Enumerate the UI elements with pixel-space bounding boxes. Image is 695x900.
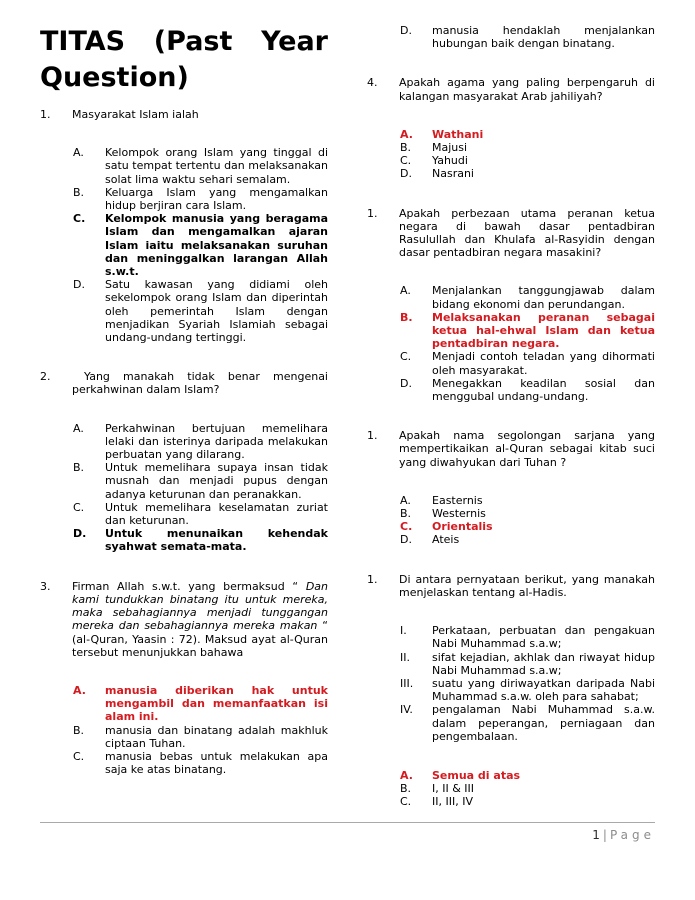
option-row	[73, 684, 328, 724]
option-row	[73, 186, 328, 212]
option-row	[73, 750, 328, 776]
option-row	[400, 284, 655, 310]
option-row	[73, 527, 328, 553]
option-letter: A.	[400, 768, 413, 782]
two-column-layout	[40, 24, 655, 809]
option-letter: B.	[73, 461, 85, 475]
option-list	[400, 284, 655, 403]
question-number: 1.	[367, 429, 378, 443]
option-letter: D.	[400, 167, 412, 181]
question-text	[399, 573, 655, 599]
option-letter: A.	[73, 146, 84, 160]
option-row	[400, 795, 655, 808]
question-text	[399, 76, 655, 102]
option-text: Kelompok orang Islam yang tinggal di satu tempat tertentu dan melaksanakan solat lima waktu sehari semalam.	[105, 146, 328, 186]
footer-separator: |	[602, 828, 607, 842]
option-text: Orientalis	[432, 520, 493, 534]
option-text: II, III, IV	[432, 795, 473, 809]
option-letter: C.	[400, 520, 413, 534]
option-row	[73, 501, 328, 527]
question-text-segment: Apakah agama yang paling berpengaruh di kalangan masyarakat Arab jahiliyah?	[399, 76, 655, 103]
document-title	[40, 24, 328, 96]
option-letter: III.	[400, 676, 414, 690]
question-text	[72, 370, 328, 396]
option-letter: D.	[73, 527, 87, 541]
statement-row	[400, 677, 655, 703]
option-row	[73, 146, 328, 186]
question-number: 4.	[367, 76, 378, 90]
option-row	[400, 377, 655, 403]
option-text: Menegakkan keadilan sosial dan menggubal undang-undang.	[432, 376, 655, 404]
option-text: Melaksanakan peranan sebagai ketua hal-ehwal Islam dan ketua pentadbiran negara.	[432, 310, 655, 351]
option-row	[400, 154, 655, 167]
document-title-line: Question)	[40, 62, 189, 93]
option-letter: C.	[400, 350, 412, 364]
option-text: pengalaman Nabi Muhammad s.a.w. dalam peperangan, perniagaan dan pengembalaan.	[432, 703, 655, 743]
option-letter: C.	[73, 749, 85, 763]
option-text: Majusi	[432, 141, 468, 155]
statement-row	[400, 651, 655, 677]
option-text: Wathani	[432, 127, 484, 141]
question-text-segment: Apakah nama segolongan sarjana yang mempertikaikan al-Quran sebagai kitab suci yang diwahyukan dari Tuhan ?	[399, 429, 655, 469]
option-letter: D.	[400, 533, 412, 547]
option-letter: A.	[400, 284, 411, 298]
question-text	[399, 429, 655, 469]
option-text: Satu kawasan yang didiami oleh sekelompok orang Islam dan diperintah oleh pemerintah Islam dengan menjadikan Syariah Islamiah sebagai undang-undang tertinggi.	[105, 278, 328, 345]
option-letter: A.	[400, 127, 413, 141]
option-letter: IV.	[400, 703, 413, 717]
option-text: Kelompok manusia yang beragama Islam dan mengamalkan ajaran Islam iaitu melaksanakan suruhan dan meninggalkan larangan Allah s.w.t.	[105, 212, 328, 279]
option-letter: B.	[400, 782, 412, 796]
question	[40, 580, 328, 659]
option-letter: II.	[400, 650, 410, 664]
question-number: 1.	[367, 572, 378, 586]
option-row	[400, 520, 655, 533]
option-letter: B.	[73, 723, 85, 737]
question-text-segment: “ (al-Quran, Yaasin : 72). Maksud ayat al-Quran tersebut menunjukkan bahawa	[72, 619, 328, 659]
option-letter: B.	[400, 141, 412, 155]
option-row	[400, 507, 655, 520]
option-letter: D.	[400, 24, 412, 37]
question-number: 1.	[367, 206, 378, 220]
option-text: Untuk memelihara supaya insan tidak musnah dan menjadi pupus dengan adanya keturunan dan peranakkan.	[105, 461, 328, 501]
option-row	[400, 494, 655, 507]
option-text: Untuk memelihara keselamatan zuriat dan keturunan.	[105, 500, 328, 528]
option-text: manusia hendaklah menjalankan hubungan baik dengan binatang.	[432, 24, 655, 51]
option-letter: C.	[400, 154, 412, 168]
option-text: Perkahwinan bertujuan memelihara lelaki dan isterinya daripada melakukan perbuatan yang dilarang.	[105, 421, 328, 462]
statement-list	[400, 624, 655, 743]
option-text: Perkataan, perbuatan dan pengakuan Nabi Muhammad s.a.w;	[432, 624, 655, 651]
option-letter: A.	[73, 421, 84, 435]
question-text	[72, 108, 328, 121]
option-row	[400, 769, 655, 782]
option-row	[400, 24, 655, 50]
question	[40, 108, 328, 121]
option-list	[73, 684, 328, 776]
question-number: 2.	[40, 370, 51, 384]
option-letter: D.	[73, 278, 85, 292]
option-text: Nasrani	[432, 167, 474, 181]
option-row	[73, 212, 328, 278]
option-row	[400, 350, 655, 376]
option-row	[400, 311, 655, 351]
option-text: manusia bebas untuk melakukan apa saja ke atas binatang.	[105, 749, 328, 777]
option-list	[400, 24, 655, 50]
question-text	[72, 580, 328, 659]
option-text: suatu yang diriwayatkan daripada Nabi Muhammad s.a.w. oleh para sahabat;	[432, 676, 655, 704]
question-text-segment: Yang manakah tidak benar mengenai perkahwinan dalam Islam?	[72, 370, 328, 397]
question-text-segment: Masyarakat Islam ialah	[72, 108, 199, 121]
question	[367, 429, 655, 469]
question-text-segment: Apakah perbezaan utama peranan ketua negara di bawah dasar pentadbiran Rasulullah dan Khulafa al-Rasyidin dengan dasar pentadbiran negara masakini?	[399, 206, 655, 260]
column-right	[367, 24, 655, 809]
option-row	[73, 278, 328, 344]
question-text	[399, 207, 655, 260]
column-left	[40, 24, 328, 809]
option-row	[73, 422, 328, 462]
option-text: Menjalankan tanggungjawab dalam bidang ekonomi dan perundangan.	[432, 284, 655, 311]
option-row	[400, 167, 655, 180]
option-letter: B.	[400, 507, 412, 521]
option-text: Yahudi	[432, 154, 468, 168]
option-row	[73, 724, 328, 750]
option-letter: C.	[73, 500, 85, 514]
option-list	[73, 422, 328, 554]
option-list	[400, 494, 655, 547]
option-letter: I.	[400, 624, 407, 638]
option-row	[400, 533, 655, 546]
question	[40, 370, 328, 396]
option-text: Untuk menunaikan kehendak syahwat semata-mata.	[105, 527, 328, 554]
page-number: 1	[592, 828, 600, 842]
option-text: Menjadi contoh teladan yang dihormati oleh masyarakat.	[432, 350, 655, 377]
statement-row	[400, 703, 655, 743]
question-number: 3.	[40, 579, 51, 593]
option-text: Westernis	[432, 507, 486, 521]
option-letter: D.	[400, 376, 412, 390]
question	[367, 573, 655, 599]
question-text-segment: Di antara pernyataan berikut, yang manakah menjelaskan tentang al-Hadis.	[399, 572, 655, 599]
question	[367, 207, 655, 260]
option-text: Keluarga Islam yang mengamalkan hidup berjiran cara Islam.	[105, 185, 328, 213]
option-row	[400, 141, 655, 154]
option-list	[400, 128, 655, 181]
question	[367, 76, 655, 102]
option-row	[73, 461, 328, 501]
question-text-segment: Dan kami tundukkan binatang itu untuk mereka, maka sebahagiannya menjadi tunggangan mereka dan sebahagiannya mereka makan	[72, 579, 328, 633]
question-number: 1.	[40, 108, 51, 121]
option-text: sifat kejadian, akhlak dan riwayat hidup Nabi Muhammad s.a.w;	[432, 650, 655, 677]
option-letter: C.	[73, 212, 86, 226]
option-letter: A.	[73, 683, 86, 697]
option-letter: A.	[400, 493, 411, 507]
option-text: Ateis	[432, 533, 460, 547]
option-letter: B.	[73, 185, 85, 199]
statement-row	[400, 624, 655, 650]
option-row	[400, 782, 655, 795]
option-list	[400, 769, 655, 809]
question-text-segment: Firman Allah s.w.t. yang bermaksud “	[72, 579, 306, 593]
page-footer	[40, 822, 655, 842]
option-text: manusia dan binatang adalah makhluk ciptaan Tuhan.	[105, 723, 328, 750]
option-row	[400, 128, 655, 141]
option-text: I, II & III	[432, 782, 475, 796]
option-letter: B.	[400, 310, 413, 324]
option-text: Semua di atas	[432, 768, 521, 782]
footer-page-label: Page	[609, 828, 655, 842]
option-letter: C.	[400, 795, 412, 809]
option-list	[73, 146, 328, 344]
document-title-line: TITAS (Past Year	[40, 26, 328, 57]
option-text: Easternis	[432, 493, 483, 507]
option-text: manusia diberikan hak untuk mengambil dan memanfaatkan isi alam ini.	[105, 683, 328, 724]
